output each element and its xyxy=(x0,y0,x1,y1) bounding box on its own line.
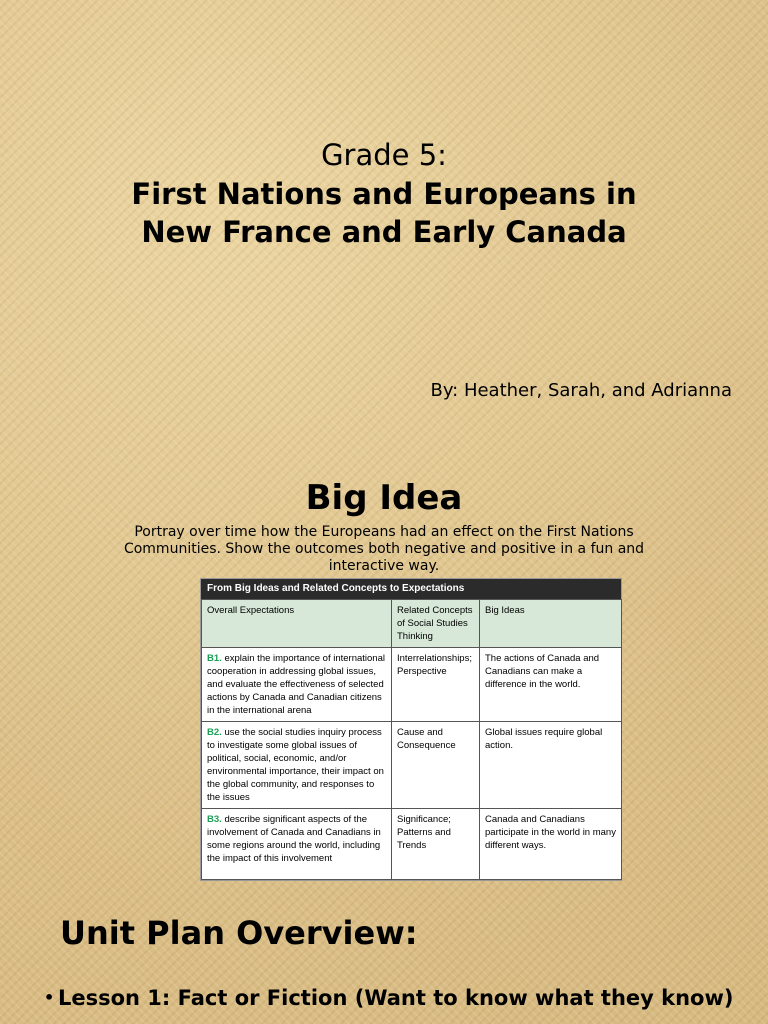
expectations-table xyxy=(200,578,622,881)
unit-overview-heading: Unit Plan Overview: xyxy=(60,914,418,952)
unit-title-line-1: First Nations and Europeans in xyxy=(131,177,637,211)
bullet-icon: • xyxy=(44,988,55,1007)
table-header-row xyxy=(202,600,622,648)
unit-title-line-2: New France and Early Canada xyxy=(141,215,627,249)
lesson-1-label: Lesson 1: Fact or Fiction (Want to know what they know) xyxy=(58,986,734,1010)
expectation-code: B3. xyxy=(207,814,222,825)
table-row xyxy=(202,648,622,722)
expectation-text: describe significant aspects of the involvement of Canada and Canadians in some regions around the world, including the impact of this involvement xyxy=(207,814,381,864)
title-slide xyxy=(0,0,768,450)
expectation-code: B1. xyxy=(207,653,222,664)
header-overall-expectations: Overall Expectations xyxy=(202,600,392,648)
big-idea-heading: Big Idea xyxy=(305,478,463,518)
big-idea-cell: Global issues require global action. xyxy=(480,722,622,809)
expectation-cell xyxy=(202,809,392,880)
big-idea-cell: Canada and Canadians participate in the world in many different ways. xyxy=(480,809,622,880)
concepts-cell: Interrelationships; Perspective xyxy=(392,648,480,722)
concepts-cell: Significance; Patterns and Trends xyxy=(392,809,480,880)
big-idea-description xyxy=(90,524,678,575)
expectation-text: use the social studies inquiry process to investigate some global issues of political, social, economic, and/or environmental importance, their impact on the global community, and responses to the issues xyxy=(207,727,384,803)
lesson-list-item xyxy=(44,986,748,1010)
big-idea-slide xyxy=(0,450,768,870)
unit-title xyxy=(0,175,768,251)
big-idea-line-2: Communities. Show the outcomes both negative and positive in a fun and xyxy=(123,541,645,557)
header-related-concepts: Related Concepts of Social Studies Thinking xyxy=(392,600,480,648)
expectation-cell xyxy=(202,722,392,809)
header-big-ideas: Big Ideas xyxy=(480,600,622,648)
big-idea-line-1: Portray over time how the Europeans had an effect on the First Nations xyxy=(134,524,634,540)
table-caption: From Big Ideas and Related Concepts to Expectations xyxy=(201,579,621,599)
expectation-text: explain the importance of international cooperation in addressing global issues, and evaluate the effectiveness of selected actions by Canada and Canadian citizens in the international arena xyxy=(207,653,385,716)
expectation-code: B2. xyxy=(207,727,222,738)
concepts-cell: Cause and Consequence xyxy=(392,722,480,809)
big-idea-line-3: interactive way. xyxy=(328,558,440,574)
unit-overview-slide xyxy=(0,870,768,1024)
authors-byline: By: Heather, Sarah, and Adrianna xyxy=(430,380,732,401)
table-row xyxy=(202,722,622,809)
expectation-cell xyxy=(202,648,392,722)
table-row xyxy=(202,809,622,880)
big-idea-cell: The actions of Canada and Canadians can make a difference in the world. xyxy=(480,648,622,722)
grade-label: Grade 5: xyxy=(321,138,447,172)
